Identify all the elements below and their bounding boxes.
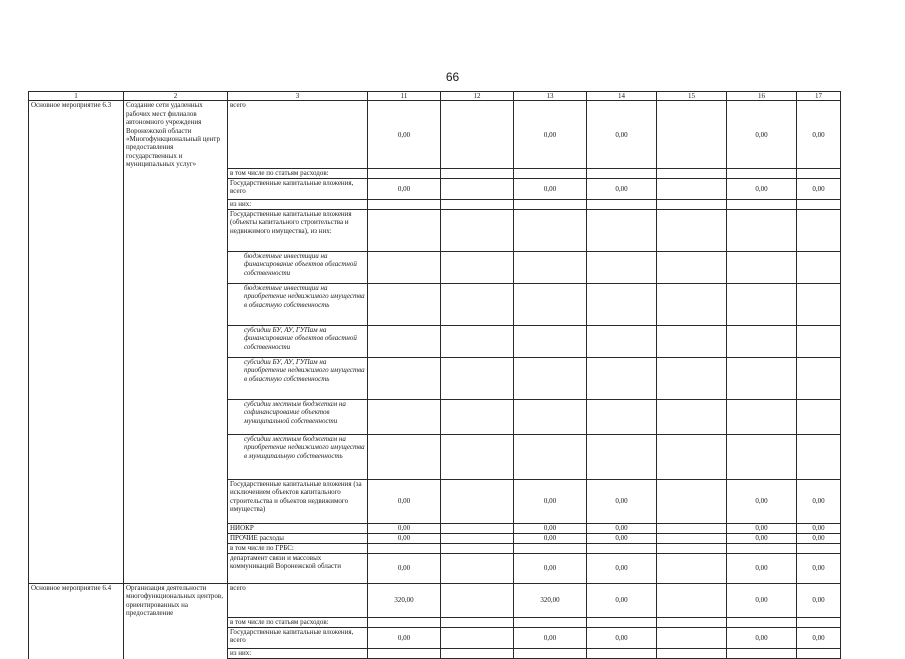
value-cell [657, 649, 727, 659]
value-cell [441, 284, 514, 326]
value-cell [441, 252, 514, 284]
value-cell [797, 169, 841, 179]
table-row [29, 554, 841, 584]
activity-code-cell: Основное мероприятие 6.3 [29, 101, 124, 169]
value-cell [368, 200, 441, 210]
activity-code-cell [29, 400, 124, 435]
header-cell: 17 [797, 92, 841, 101]
value-cell [368, 400, 441, 435]
value-cell [441, 179, 514, 200]
expense-label-cell: всего [228, 101, 368, 169]
activity-name-cell [124, 358, 228, 400]
table-row [29, 584, 841, 618]
table-row [29, 435, 841, 480]
header-cell: 11 [368, 92, 441, 101]
value-cell [368, 252, 441, 284]
activity-code-cell [29, 252, 124, 284]
value-cell [587, 435, 657, 480]
activity-name-cell [124, 326, 228, 358]
value-cell [657, 628, 727, 649]
table-row [29, 628, 841, 649]
expenditure-table [28, 91, 841, 659]
expense-label-cell: из них: [228, 649, 368, 659]
value-cell: 0,00 [514, 524, 587, 534]
value-cell [657, 358, 727, 400]
expense-label-cell: в том числе по ГРБС: [228, 544, 368, 554]
activity-name-cell [124, 649, 228, 659]
table-row [29, 524, 841, 534]
value-cell [368, 618, 441, 628]
value-cell [368, 326, 441, 358]
expense-label-cell: всего [228, 584, 368, 618]
value-cell [657, 618, 727, 628]
activity-code-cell [29, 554, 124, 584]
value-cell [657, 480, 727, 524]
value-cell [514, 435, 587, 480]
value-cell [657, 210, 727, 252]
value-cell [514, 618, 587, 628]
value-cell [441, 554, 514, 584]
value-cell [657, 326, 727, 358]
activity-code-cell [29, 326, 124, 358]
value-cell [587, 284, 657, 326]
value-cell [727, 649, 797, 659]
value-cell [514, 400, 587, 435]
activity-name-cell [124, 435, 228, 480]
table-row [29, 326, 841, 358]
value-cell: 320,00 [514, 584, 587, 618]
value-cell [514, 210, 587, 252]
expense-label-cell: Государственные капитальные вложения (за исключением объектов капитального строительства и объектов недвижимого имущества) [228, 480, 368, 524]
activity-code-cell [29, 480, 124, 524]
table-row [29, 534, 841, 544]
page-number: 66 [445, 70, 460, 84]
table-row [29, 284, 841, 326]
expense-label-cell: субсидии БУ, АУ, ГУПам на финансирование объектов областной собственности [228, 326, 368, 358]
value-cell [441, 534, 514, 544]
activity-code-cell [29, 618, 124, 628]
value-cell [587, 649, 657, 659]
value-cell: 0,00 [727, 480, 797, 524]
header-row [29, 92, 841, 101]
expense-label-cell: Государственные капитальные вложения, всего [228, 179, 368, 200]
value-cell: 0,00 [727, 101, 797, 169]
activity-name-cell [124, 200, 228, 210]
table-row [29, 169, 841, 179]
activity-code-cell [29, 544, 124, 554]
value-cell [657, 169, 727, 179]
value-cell [727, 400, 797, 435]
value-cell [657, 284, 727, 326]
value-cell [657, 252, 727, 284]
value-cell: 0,00 [797, 554, 841, 584]
table-row [29, 210, 841, 252]
value-cell: 0,00 [587, 101, 657, 169]
value-cell [727, 169, 797, 179]
value-cell [514, 200, 587, 210]
value-cell: 0,00 [797, 524, 841, 534]
activity-name-cell [124, 284, 228, 326]
expense-label-cell: субсидии местным бюджетам на приобретение недвижимого имущества в муниципальную собственность [228, 435, 368, 480]
value-cell: 0,00 [727, 179, 797, 200]
activity-name-cell [124, 524, 228, 534]
value-cell: 0,00 [514, 628, 587, 649]
header-cell: 2 [124, 92, 228, 101]
header-cell: 14 [587, 92, 657, 101]
expense-label-cell: Государственные капитальные вложения, всего [228, 628, 368, 649]
activity-code-cell [29, 200, 124, 210]
value-cell [368, 544, 441, 554]
value-cell [797, 252, 841, 284]
value-cell: 0,00 [514, 101, 587, 169]
value-cell [441, 358, 514, 400]
table-row [29, 649, 841, 659]
expense-label-cell: субсидии местным бюджетам на софинансирование объектов муниципальной собственности [228, 400, 368, 435]
activity-code-cell [29, 358, 124, 400]
table-row [29, 400, 841, 435]
value-cell: 0,00 [368, 554, 441, 584]
value-cell: 0,00 [797, 534, 841, 544]
value-cell: 0,00 [368, 179, 441, 200]
activity-name-cell [124, 169, 228, 179]
value-cell: 0,00 [797, 179, 841, 200]
value-cell [727, 284, 797, 326]
value-cell [657, 544, 727, 554]
activity-code-cell [29, 179, 124, 200]
activity-code-cell [29, 210, 124, 252]
header-cell: 13 [514, 92, 587, 101]
value-cell [587, 210, 657, 252]
value-cell [657, 554, 727, 584]
value-cell [587, 358, 657, 400]
value-cell: 0,00 [797, 480, 841, 524]
activity-name-cell [124, 400, 228, 435]
value-cell: 0,00 [797, 628, 841, 649]
value-cell [797, 284, 841, 326]
expense-label-cell: из них: [228, 200, 368, 210]
expense-label-cell: в том числе по статьям расходов: [228, 618, 368, 628]
value-cell [727, 358, 797, 400]
activity-name-cell [124, 252, 228, 284]
activity-code-cell [29, 435, 124, 480]
value-cell [514, 358, 587, 400]
activity-name-cell [124, 480, 228, 524]
value-cell: 0,00 [587, 554, 657, 584]
value-cell [514, 252, 587, 284]
value-cell: 0,00 [587, 524, 657, 534]
value-cell: 0,00 [727, 584, 797, 618]
activity-name-cell [124, 628, 228, 649]
value-cell: 0,00 [368, 480, 441, 524]
value-cell [657, 179, 727, 200]
value-cell [657, 584, 727, 618]
value-cell: 0,00 [797, 584, 841, 618]
value-cell [441, 480, 514, 524]
table-row [29, 179, 841, 200]
value-cell [797, 358, 841, 400]
value-cell [368, 169, 441, 179]
value-cell [514, 544, 587, 554]
table-row [29, 544, 841, 554]
value-cell [657, 200, 727, 210]
value-cell: 0,00 [727, 628, 797, 649]
value-cell [797, 435, 841, 480]
activity-name-cell: Создание сети удаленных рабочих мест филиалов автономного учреждения Воронежской области «Многофункциональный центр предоставления государственных и муниципальных услуг» [124, 101, 228, 169]
value-cell [587, 400, 657, 435]
value-cell: 0,00 [514, 534, 587, 544]
value-cell [441, 618, 514, 628]
value-cell: 320,00 [368, 584, 441, 618]
activity-name-cell [124, 210, 228, 252]
value-cell: 0,00 [514, 480, 587, 524]
expense-label-cell: НИОКР [228, 524, 368, 534]
value-cell [657, 534, 727, 544]
value-cell [441, 435, 514, 480]
value-cell [441, 200, 514, 210]
value-cell [657, 524, 727, 534]
header-cell: 1 [29, 92, 124, 101]
table-row [29, 101, 841, 169]
value-cell [797, 200, 841, 210]
value-cell [657, 400, 727, 435]
value-cell [797, 649, 841, 659]
value-cell [514, 649, 587, 659]
activity-code-cell [29, 169, 124, 179]
expense-label-cell: бюджетные инвестиции на финансирование объектов областной собственности [228, 252, 368, 284]
value-cell: 0,00 [514, 179, 587, 200]
value-cell [368, 649, 441, 659]
activity-code-cell [29, 524, 124, 534]
value-cell [441, 628, 514, 649]
value-cell [514, 284, 587, 326]
table-row [29, 480, 841, 524]
value-cell [441, 326, 514, 358]
value-cell: 0,00 [368, 534, 441, 544]
activity-name-cell [124, 534, 228, 544]
value-cell [441, 584, 514, 618]
value-cell [797, 544, 841, 554]
table-row [29, 252, 841, 284]
value-cell: 0,00 [368, 628, 441, 649]
value-cell [727, 326, 797, 358]
value-cell [441, 544, 514, 554]
value-cell: 0,00 [727, 524, 797, 534]
activity-name-cell [124, 544, 228, 554]
value-cell [587, 544, 657, 554]
value-cell [514, 326, 587, 358]
value-cell [587, 326, 657, 358]
activity-code-cell: Основное мероприятие 6.4 [29, 584, 124, 618]
expense-label-cell: в том числе по статьям расходов: [228, 169, 368, 179]
value-cell [727, 210, 797, 252]
value-cell [797, 210, 841, 252]
value-cell [727, 435, 797, 480]
header-cell: 16 [727, 92, 797, 101]
value-cell: 0,00 [727, 534, 797, 544]
value-cell: 0,00 [587, 628, 657, 649]
value-cell [441, 210, 514, 252]
activity-code-cell [29, 284, 124, 326]
value-cell [441, 400, 514, 435]
value-cell: 0,00 [587, 179, 657, 200]
expense-label-cell: бюджетные инвестиции на приобретение недвижимого имущества в областную собственность [228, 284, 368, 326]
value-cell: 0,00 [514, 554, 587, 584]
value-cell [727, 544, 797, 554]
expense-label-cell: департамент связи и массовых коммуникаций Воронежской области [228, 554, 368, 584]
activity-name-cell [124, 554, 228, 584]
value-cell [441, 524, 514, 534]
value-cell [514, 169, 587, 179]
header-cell: 12 [441, 92, 514, 101]
value-cell [368, 435, 441, 480]
value-cell [441, 649, 514, 659]
value-cell [368, 358, 441, 400]
value-cell [441, 169, 514, 179]
value-cell: 0,00 [587, 534, 657, 544]
value-cell [368, 210, 441, 252]
value-cell [727, 200, 797, 210]
value-cell [368, 284, 441, 326]
value-cell: 0,00 [587, 584, 657, 618]
value-cell [587, 169, 657, 179]
activity-name-cell [124, 618, 228, 628]
activity-code-cell [29, 649, 124, 659]
value-cell: 0,00 [368, 101, 441, 169]
value-cell [657, 101, 727, 169]
value-cell [441, 101, 514, 169]
value-cell: 0,00 [727, 554, 797, 584]
value-cell [727, 252, 797, 284]
activity-code-cell [29, 534, 124, 544]
header-cell: 3 [228, 92, 368, 101]
activity-name-cell: Организация деятельности многофункциональных центров, ориентированных на предоставление [124, 584, 228, 618]
table-row [29, 200, 841, 210]
activity-name-cell [124, 179, 228, 200]
value-cell [587, 618, 657, 628]
table-row [29, 618, 841, 628]
value-cell [657, 435, 727, 480]
value-cell: 0,00 [587, 480, 657, 524]
expense-label-cell: Государственные капитальные вложения (объекты капитального строительства и недвижимого имущества), из них: [228, 210, 368, 252]
expense-label-cell: субсидии БУ, АУ, ГУПам на приобретение недвижимого имущества в областную собственность [228, 358, 368, 400]
activity-code-cell [29, 628, 124, 649]
expense-label-cell: ПРОЧИЕ расходы [228, 534, 368, 544]
table-row [29, 358, 841, 400]
value-cell [797, 618, 841, 628]
value-cell: 0,00 [797, 101, 841, 169]
value-cell: 0,00 [368, 524, 441, 534]
value-cell [797, 400, 841, 435]
value-cell [587, 200, 657, 210]
value-cell [797, 326, 841, 358]
header-cell: 15 [657, 92, 727, 101]
value-cell [587, 252, 657, 284]
value-cell [727, 618, 797, 628]
